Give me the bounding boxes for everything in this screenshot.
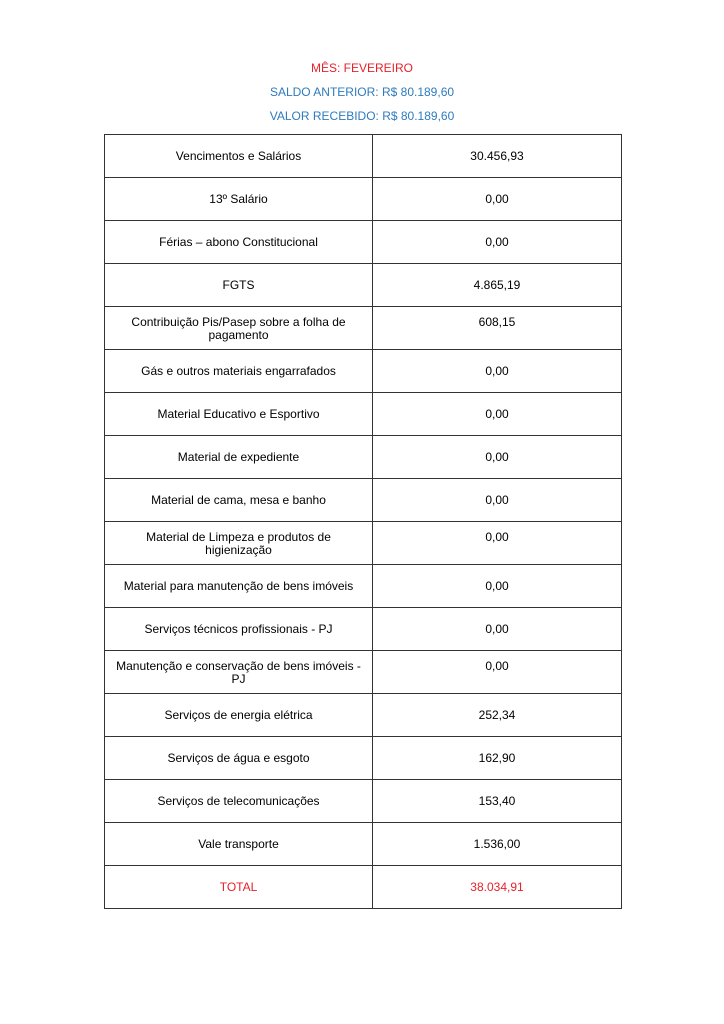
- expense-value: 0,00: [373, 350, 622, 393]
- table-row: [105, 694, 622, 737]
- expense-label: Férias – abono Constitucional: [105, 221, 373, 264]
- expense-label: Material de expediente: [105, 436, 373, 479]
- table-row: [105, 221, 622, 264]
- expense-value: 0,00: [373, 178, 622, 221]
- expense-value: 0,00: [373, 393, 622, 436]
- table-row: [105, 565, 622, 608]
- expense-value: 1.536,00: [373, 823, 622, 866]
- expense-label: Material Educativo e Esportivo: [105, 393, 373, 436]
- table-row: [105, 393, 622, 436]
- table-row: [105, 350, 622, 393]
- expense-value: 0,00: [373, 221, 622, 264]
- expense-label: Gás e outros materiais engarrafados: [105, 350, 373, 393]
- expense-value: 608,15: [373, 307, 622, 350]
- expense-label: Serviços de água e esgoto: [105, 737, 373, 780]
- expense-value: 162,90: [373, 737, 622, 780]
- table-row: [105, 436, 622, 479]
- table-row: [105, 479, 622, 522]
- expense-label: FGTS: [105, 264, 373, 307]
- table-row: [105, 135, 622, 178]
- table-row: [105, 522, 622, 565]
- total-value: 38.034,91: [373, 866, 622, 909]
- total-label: TOTAL: [105, 866, 373, 909]
- expense-value: 153,40: [373, 780, 622, 823]
- expense-label: Contribuição Pis/Pasep sobre a folha de pagamento: [105, 307, 373, 350]
- expense-label: Serviços de energia elétrica: [105, 694, 373, 737]
- expense-label: Manutenção e conservação de bens imóveis - PJ: [105, 651, 373, 694]
- expense-value: 30.456,93: [373, 135, 622, 178]
- expense-label: Vale transporte: [105, 823, 373, 866]
- table-row: [105, 823, 622, 866]
- expense-value: 4.865,19: [373, 264, 622, 307]
- expense-table: [104, 134, 622, 909]
- expense-label: Serviços de telecomunicações: [105, 780, 373, 823]
- table-row: [105, 608, 622, 651]
- total-row: [105, 866, 622, 909]
- previous-balance: SALDO ANTERIOR: R$ 80.189,60: [269, 85, 455, 99]
- expense-label: Serviços técnicos profissionais - PJ: [105, 608, 373, 651]
- table-row: [105, 651, 622, 694]
- table-row: [105, 307, 622, 350]
- table-row: [105, 780, 622, 823]
- amount-received: VALOR RECEBIDO: R$ 80.189,60: [269, 109, 455, 123]
- expense-label: 13º Salário: [105, 178, 373, 221]
- expense-label: Vencimentos e Salários: [105, 135, 373, 178]
- table-row: [105, 737, 622, 780]
- table-row: [105, 178, 622, 221]
- expense-value: 0,00: [373, 608, 622, 651]
- table-row: [105, 264, 622, 307]
- expense-value: 0,00: [373, 565, 622, 608]
- month-title: MÊS: FEVEREIRO: [310, 61, 414, 75]
- expense-value: 0,00: [373, 522, 622, 565]
- expense-label: Material de cama, mesa e banho: [105, 479, 373, 522]
- expense-label: Material para manutenção de bens imóveis: [105, 565, 373, 608]
- expense-value: 0,00: [373, 436, 622, 479]
- expense-label: Material de Limpeza e produtos de higienização: [105, 522, 373, 565]
- expense-value: 252,34: [373, 694, 622, 737]
- expense-value: 0,00: [373, 479, 622, 522]
- expense-value: 0,00: [373, 651, 622, 694]
